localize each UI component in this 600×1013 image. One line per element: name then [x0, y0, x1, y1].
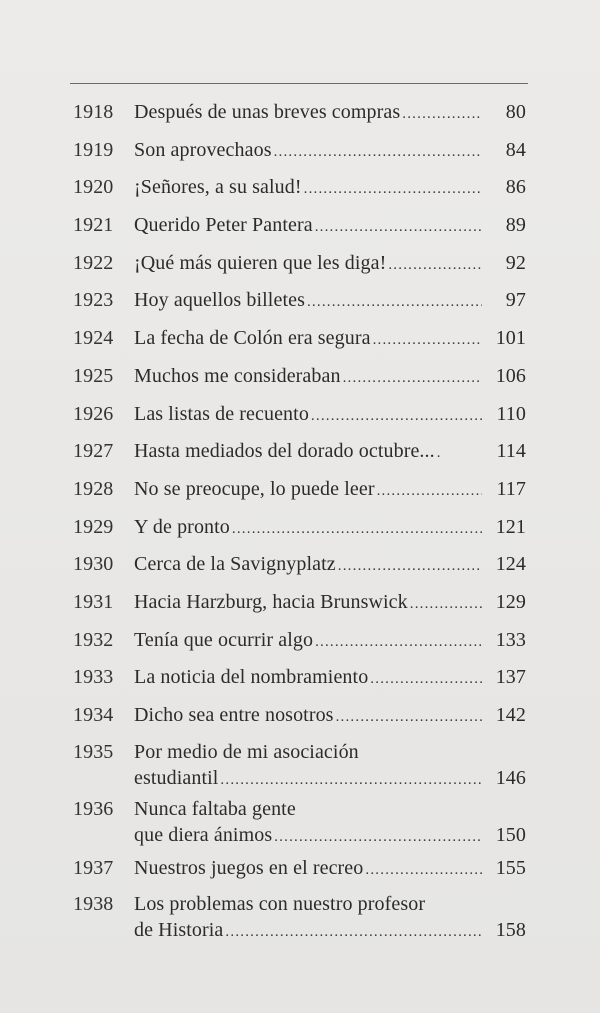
dot-leader [365, 852, 482, 890]
toc-title: Tenía que ocurrir algo [134, 628, 314, 651]
toc-title-line1: Por medio de mi asociación [134, 740, 359, 763]
toc-title: Cerca de la Savignyplatz [134, 553, 336, 576]
dot-leader [373, 322, 482, 360]
toc-entry [70, 132, 530, 170]
dot-leader [232, 511, 482, 549]
toc-year: 1921 [73, 214, 114, 237]
toc-title: Son aprovechaos [134, 138, 272, 161]
toc-entry [70, 697, 530, 735]
toc-year: 1937 [73, 856, 114, 879]
dot-leader [274, 824, 482, 850]
toc-title: Hacia Harzburg, hacia Brunswick [134, 590, 408, 613]
toc-year: 1918 [73, 101, 114, 123]
toc-page-number: 84 [505, 138, 526, 161]
toc-entry [70, 94, 530, 132]
toc-title-line2: que diera ánimos [134, 824, 273, 847]
dot-leader [307, 284, 482, 322]
toc-page-number: 114 [496, 440, 526, 463]
toc-entry [70, 282, 530, 320]
toc-title: Querido Peter Pantera [134, 214, 313, 237]
toc-title: Las listas de recuento [134, 402, 309, 425]
toc-page-number: 97 [505, 289, 526, 312]
toc-title: La noticia del nombramiento [134, 666, 369, 689]
toc-entry [70, 509, 530, 547]
toc-entry [70, 169, 530, 207]
toc-year: 1927 [73, 440, 114, 463]
toc-entry [70, 546, 530, 584]
toc-page-number: 150 [495, 824, 526, 847]
toc-page-number: 110 [496, 402, 526, 425]
dot-leader [304, 171, 482, 209]
toc-year: 1933 [73, 666, 114, 689]
toc-year: 1923 [73, 289, 114, 312]
toc-title: Hoy aquellos billetes [134, 289, 305, 312]
dot-leader [377, 473, 482, 511]
toc-entry [70, 358, 530, 396]
toc-title-line2: de Historia [134, 919, 224, 942]
toc-title: Dicho sea entre nosotros [134, 704, 334, 726]
top-rule [70, 83, 528, 84]
toc-page-number: 92 [505, 251, 526, 274]
dot-leader [388, 247, 482, 285]
toc-page-number: 106 [495, 364, 526, 387]
dot-leader [336, 699, 482, 737]
toc-entry [70, 659, 530, 697]
dot-leader [274, 134, 482, 172]
toc-title: ¡Señores, a su salud! [134, 176, 302, 199]
toc-year: 1919 [73, 138, 114, 161]
toc-year: 1922 [73, 251, 114, 274]
dot-leader [370, 661, 482, 699]
toc-year: 1934 [73, 704, 114, 726]
toc-page-number: 89 [505, 214, 526, 237]
toc-page-number: 80 [505, 101, 526, 123]
toc-entry [70, 396, 530, 434]
toc-page-number: 137 [495, 666, 526, 689]
dot-leader [220, 767, 482, 793]
toc-year: 1935 [73, 740, 114, 763]
toc-title: La fecha de Colón era segura [134, 327, 371, 350]
toc-page-number: 133 [495, 628, 526, 651]
toc-title: Muchos me consideraban [134, 364, 341, 387]
dot-leader [311, 398, 482, 436]
toc-page-number: 124 [495, 553, 526, 576]
toc-year: 1926 [73, 402, 114, 425]
toc-page-number: 129 [495, 590, 526, 613]
toc-entry [70, 433, 530, 471]
toc-year: 1931 [73, 590, 114, 613]
toc-page-number: 121 [495, 515, 526, 538]
toc-entry [70, 792, 530, 850]
table-of-contents [70, 94, 530, 945]
toc-page-number: 117 [496, 477, 526, 500]
toc-year: 1932 [73, 628, 114, 651]
toc-year: 1929 [73, 515, 114, 538]
dot-leader [343, 360, 482, 398]
toc-title-line2: estudiantil [134, 766, 219, 789]
dot-leader [225, 919, 482, 945]
dot-leader [338, 548, 482, 586]
toc-entry [70, 207, 530, 245]
dot-leader [437, 435, 441, 473]
toc-entry [70, 320, 530, 358]
toc-title: Hasta mediados del dorado octubre... [134, 440, 435, 463]
toc-page-number: 146 [495, 766, 526, 789]
toc-page-number: 101 [495, 327, 526, 350]
toc-title: Nuestros juegos en el recreo [134, 856, 364, 879]
toc-year: 1938 [73, 893, 114, 916]
toc-entry [70, 735, 530, 793]
toc-page-number: 155 [495, 856, 526, 879]
toc-title-line1: Los problemas con nuestro profesor [134, 893, 426, 916]
toc-title: ¡Qué más quieren que les diga! [134, 251, 387, 274]
toc-page-number: 158 [495, 919, 526, 942]
toc-title: Y de pronto [134, 515, 230, 538]
toc-year: 1928 [73, 477, 114, 500]
toc-page-number: 142 [495, 704, 526, 726]
toc-year: 1920 [73, 176, 114, 199]
toc-entry [70, 584, 530, 622]
toc-title-line1: Nunca faltaba gente [134, 798, 296, 821]
dot-leader [315, 624, 482, 662]
toc-year: 1936 [73, 798, 114, 821]
dot-leader [315, 209, 482, 247]
dot-leader [410, 586, 482, 624]
toc-entry [70, 471, 530, 509]
toc-year: 1924 [73, 327, 114, 350]
toc-year: 1925 [73, 364, 114, 387]
toc-page-number: 86 [505, 176, 526, 199]
toc-entry [70, 850, 530, 888]
toc-entry [70, 887, 530, 945]
toc-entry [70, 622, 530, 660]
toc-title: No se preocupe, lo puede leer [134, 477, 375, 500]
toc-title: Después de unas breves compras [134, 101, 401, 123]
toc-entry [70, 245, 530, 283]
dot-leader [402, 96, 482, 134]
toc-year: 1930 [73, 553, 114, 576]
